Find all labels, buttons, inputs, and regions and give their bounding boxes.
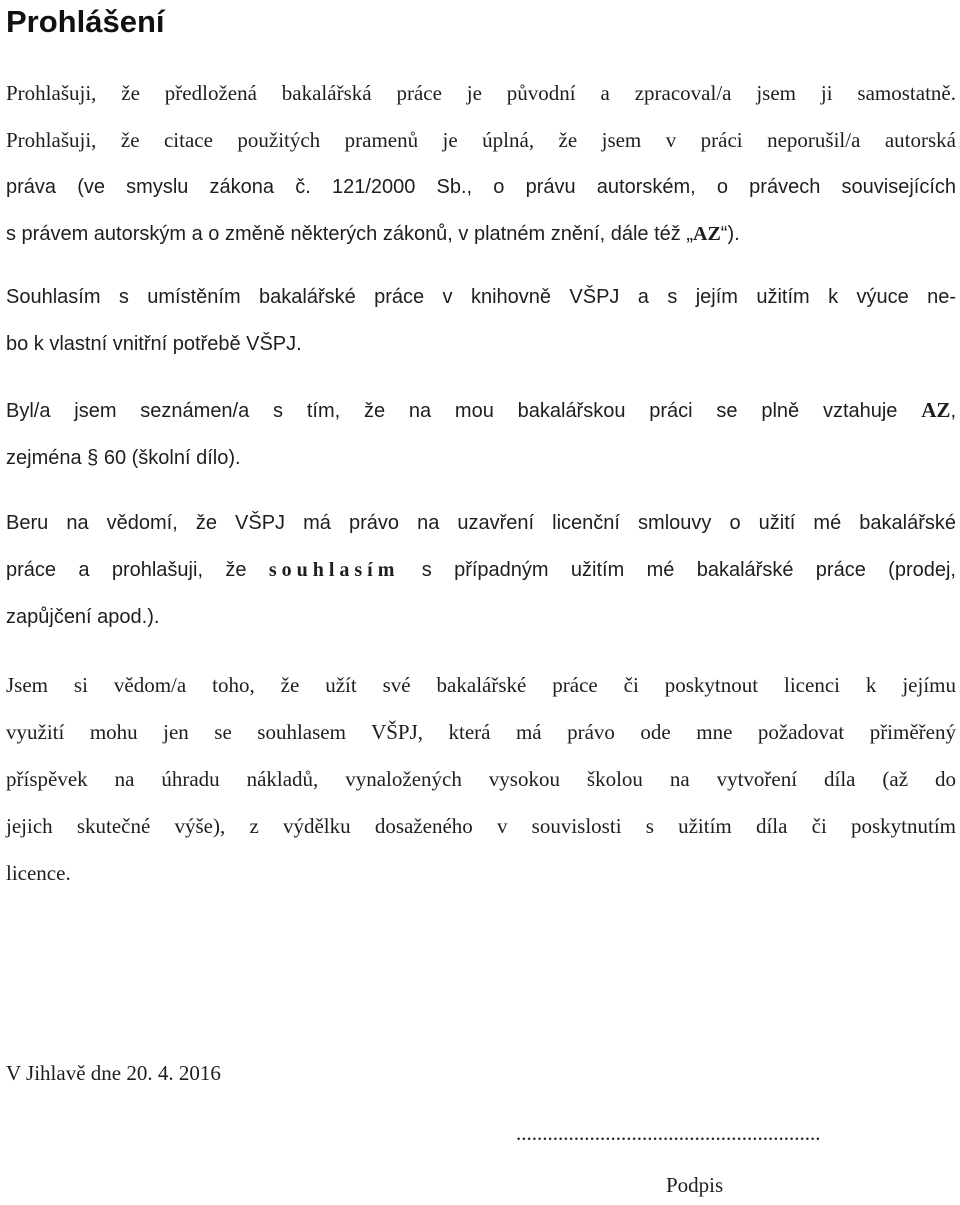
consent-word: souhlasím (268, 559, 400, 581)
signature-label: Podpis (666, 1173, 724, 1197)
place-and-date: V Jihlavě dne 20. 4. 2016 (6, 1061, 221, 1085)
paragraph-line (6, 387, 956, 435)
paragraph-line: jejich skutečné výše), z výdělku dosaženého v souvislosti s užitím díla či poskytnutím (6, 814, 956, 838)
paragraph-text: s právem autorským a o změně některých zákonů, v platném znění, dále též „ (6, 223, 693, 245)
paragraph-line (6, 547, 956, 594)
page-title: Prohlášení (6, 4, 165, 39)
paragraph-text: Byl/a jsem seznámen/a s tím, že na mou bakalářskou práci se plně vztahuje (6, 400, 898, 422)
paragraph-line: využití mohu jen se souhlasem VŠPJ, která má právo ode mne požadovat přiměřený (6, 720, 956, 744)
paragraph-line: Beru na vědomí, že VŠPJ má právo na uzavření licenční smlouvy o užití mé bakalářské (6, 512, 956, 534)
paragraph-license-agreement (6, 500, 956, 641)
paragraph-line: Prohlašuji, že předložená bakalářská práce je původní a zpracoval/a jsem ji samostatně. (6, 81, 956, 105)
paragraph-text: práce a prohlašuji, že (6, 559, 247, 581)
paragraph-line: Jsem si vědom/a toho, že užít své bakalářské práce či poskytnout licenci k jejímu (6, 673, 956, 697)
az-abbreviation: AZ (693, 223, 721, 245)
paragraph-line: zapůjčení apod.). (6, 606, 160, 628)
paragraph-line: zejména § 60 (školní dílo). (6, 447, 241, 469)
paragraph-license-terms (6, 662, 956, 897)
paragraph-line: licence. (6, 861, 71, 885)
paragraph-line: práva (ve smyslu zákona č. 121/2000 Sb., o právu autorském, o právech souvisejících (6, 176, 956, 198)
paragraph-line: Souhlasím s umístěním bakalářské práce v knihovně VŠPJ a s jejím užitím k výuce ne- (6, 286, 956, 308)
paragraph-line: příspěvek na úhradu nákladů, vynaložených vysokou školou na vytvoření díla (až do (6, 767, 956, 791)
paragraph-school-work (6, 387, 956, 482)
signature-line: .......................................................... (516, 1121, 821, 1145)
paragraph-text: “). (720, 223, 740, 245)
paragraph-library-consent (6, 274, 956, 368)
paragraph-line: bo k vlastní vnitřní potřebě VŠPJ. (6, 333, 302, 355)
paragraph-text: , (950, 400, 956, 422)
paragraph-line (6, 211, 956, 258)
az-abbreviation: AZ (921, 398, 951, 422)
paragraph-line: Prohlašuji, že citace použitých pramenů je úplná, že jsem v práci neporušil/a autorská (6, 128, 956, 152)
paragraph-originality (6, 70, 956, 258)
paragraph-text: s případným užitím mé bakalářské práce (prodej, (421, 559, 956, 581)
